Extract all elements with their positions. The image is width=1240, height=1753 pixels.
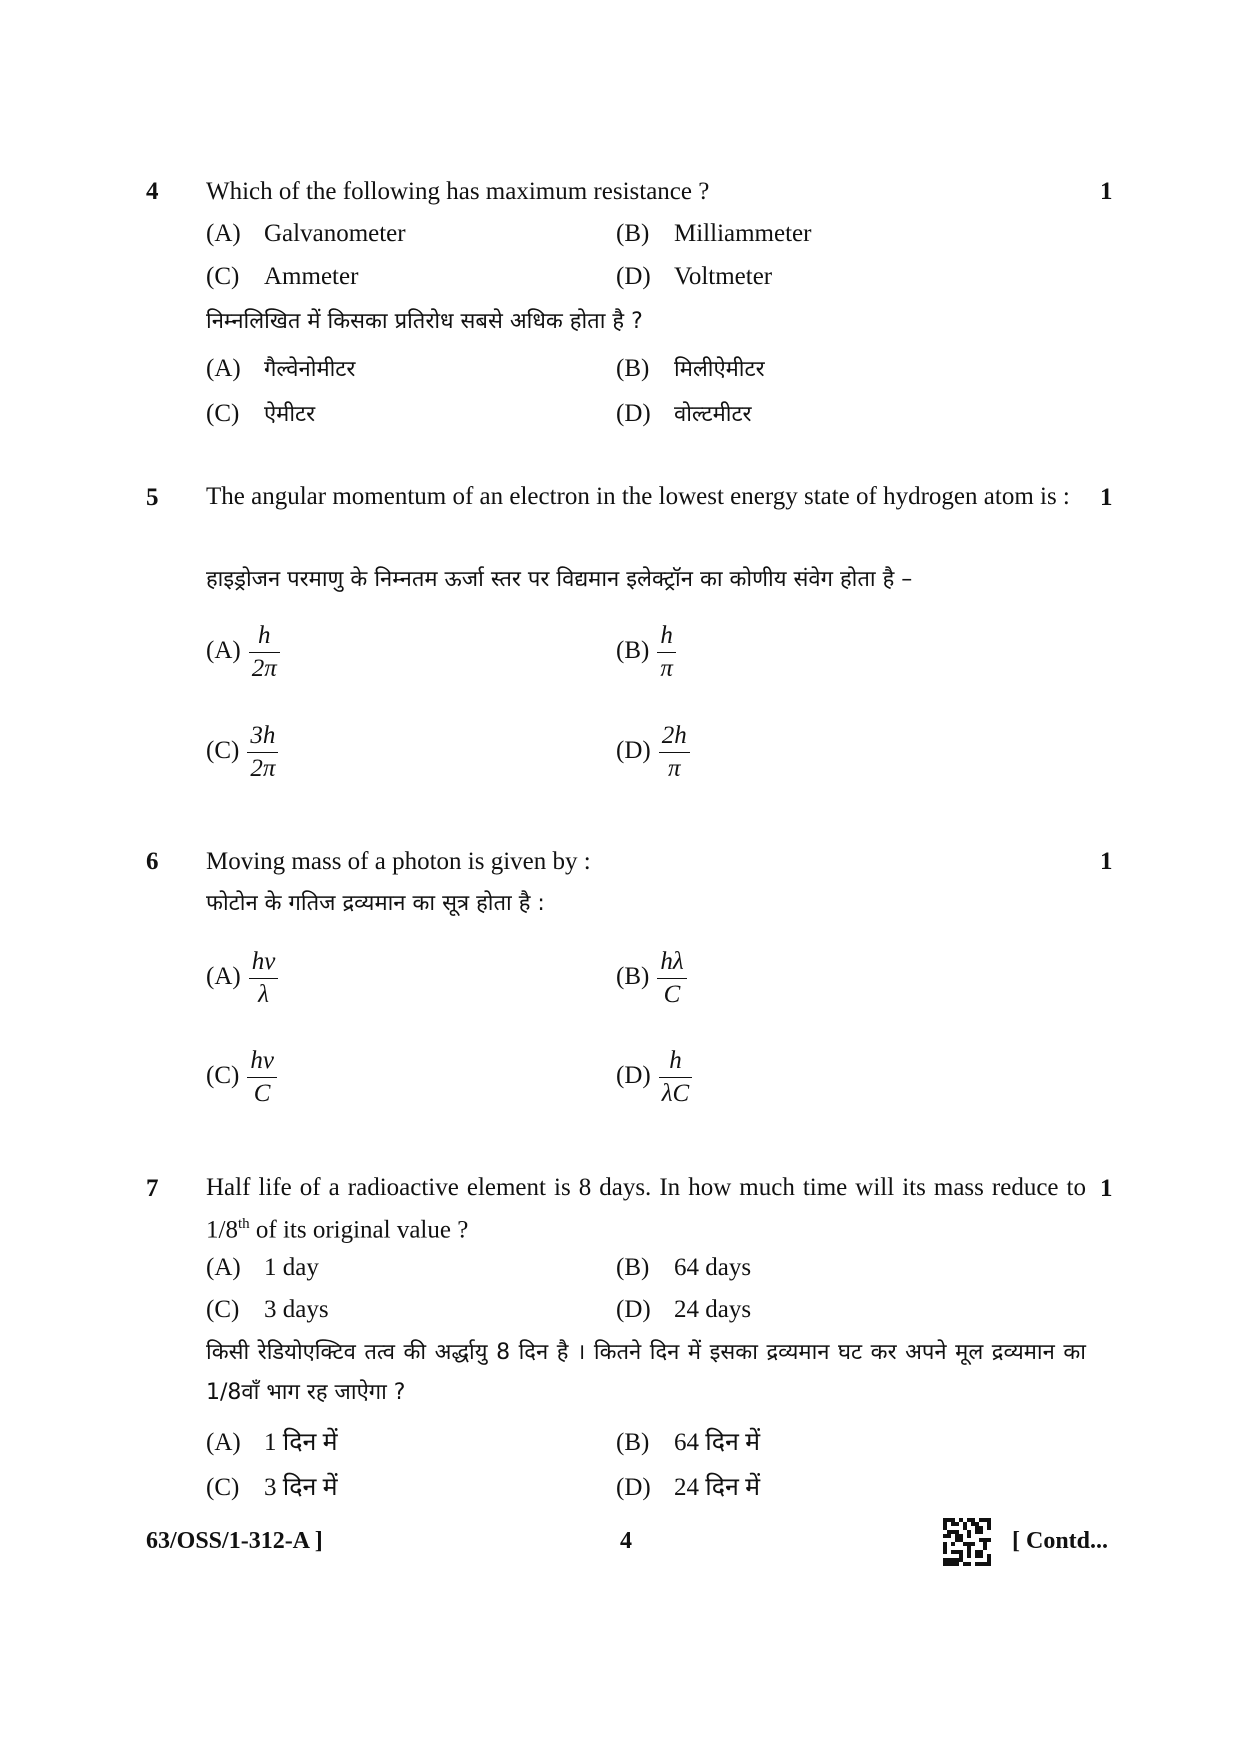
fraction: $\frac{2h}{\pi}$ — [659, 720, 690, 785]
option-c: (C) $\frac{3h}{2\pi}$ — [206, 720, 278, 785]
question-text-hindi: निम्नलिखित में किसका प्रतिरोध सबसे अधिक होता है ? — [206, 309, 643, 334]
option-d: (D) $\frac{h}{\lambda C}$ — [616, 1045, 692, 1110]
fraction: $\frac{h}{\lambda C}$ — [659, 1045, 693, 1110]
continued-label: [ Contd... — [1012, 1528, 1109, 1554]
option-b-hindi: (B) 64 दिन में — [616, 1429, 761, 1456]
question-text: Moving mass of a photon is given by : — [206, 848, 591, 875]
fraction: $\frac{h}{\pi}$ — [657, 620, 676, 685]
option-c: (C) $\frac{hv}{C}$ — [206, 1045, 277, 1110]
option-b: (B) Milliammeter — [616, 220, 812, 247]
page-number: 4 — [620, 1528, 632, 1554]
option-c-hindi: (C) ऐमीटर — [206, 400, 316, 427]
option-b: (B) 64 days — [616, 1254, 752, 1281]
option-a: (A) $\frac{hv}{\lambda}$ — [206, 946, 278, 1011]
question-text-hindi: फोटोन के गतिज द्रव्यमान का सूत्र होता है : — [206, 891, 545, 916]
question-text: Which of the following has maximum resistance ? — [206, 178, 710, 205]
question-marks: 1 — [1100, 1175, 1113, 1202]
option-c: (C) 3 days — [206, 1296, 329, 1323]
option-d: (D) Voltmeter — [616, 263, 773, 290]
option-d-hindi: (D) 24 दिन में — [616, 1474, 761, 1501]
option-d: (D) $\frac{2h}{\pi}$ — [616, 720, 690, 785]
paper-code: 63/OSS/1-312-A ] — [146, 1528, 323, 1554]
option-b-hindi: (B) मिलीऐमीटर — [616, 355, 765, 382]
qr-code-icon — [943, 1518, 991, 1566]
question-text-hindi: किसी रेडियोएक्टिव तत्व की अर्द्धायु 8 दिन है । कितने दिन में इसका द्रव्यमान घट कर अपने मूल द्रव्यमान का 1/8वाँ भाग रह जाऐगा ? — [206, 1340, 1086, 1405]
option-c: (C) Ammeter — [206, 263, 359, 290]
option-d-hindi: (D) वोल्टमीटर — [616, 400, 752, 427]
question-text: The angular momentum of an electron in the lowest energy state of hydrogen atom is : — [206, 483, 1070, 510]
question-number: 7 — [146, 1175, 159, 1202]
option-d: (D) 24 days — [616, 1296, 752, 1323]
question-number: 5 — [146, 484, 159, 511]
option-a-hindi: (A) 1 दिन में — [206, 1429, 338, 1456]
option-c-hindi: (C) 3 दिन में — [206, 1474, 338, 1501]
question-number: 6 — [146, 848, 159, 875]
question-text: Half life of a radioactive element is 8 days. In how much time will its mass reduce to 1/8th of its original value ? — [206, 1174, 1086, 1244]
question-marks: 1 — [1100, 178, 1113, 205]
option-b: (B) $\frac{h\lambda}{C}$ — [616, 946, 687, 1011]
question-number: 4 — [146, 178, 159, 205]
option-b: (B) $\frac{h}{\pi}$ — [616, 620, 676, 685]
option-a-hindi: (A) गैल्वेनोमीटर — [206, 355, 356, 382]
option-a: (A) $\frac{h}{2\pi}$ — [206, 620, 280, 685]
fraction: $\frac{h}{2\pi}$ — [249, 620, 280, 685]
question-marks: 1 — [1100, 484, 1113, 511]
fraction: $\frac{h\lambda}{C}$ — [657, 946, 686, 1011]
question-text-hindi: हाइड्रोजन परमाणु के निम्नतम ऊर्जा स्तर पर विद्यमान इलेक्ट्रॉन का कोणीय संवेग होता है – — [206, 567, 913, 592]
fraction: $\frac{3h}{2\pi}$ — [247, 720, 278, 785]
question-marks: 1 — [1100, 848, 1113, 875]
option-a: (A) 1 day — [206, 1254, 319, 1281]
fraction: $\frac{hv}{\lambda}$ — [249, 946, 279, 1011]
fraction: $\frac{hv}{C}$ — [247, 1045, 277, 1110]
option-a: (A) Galvanometer — [206, 220, 406, 247]
